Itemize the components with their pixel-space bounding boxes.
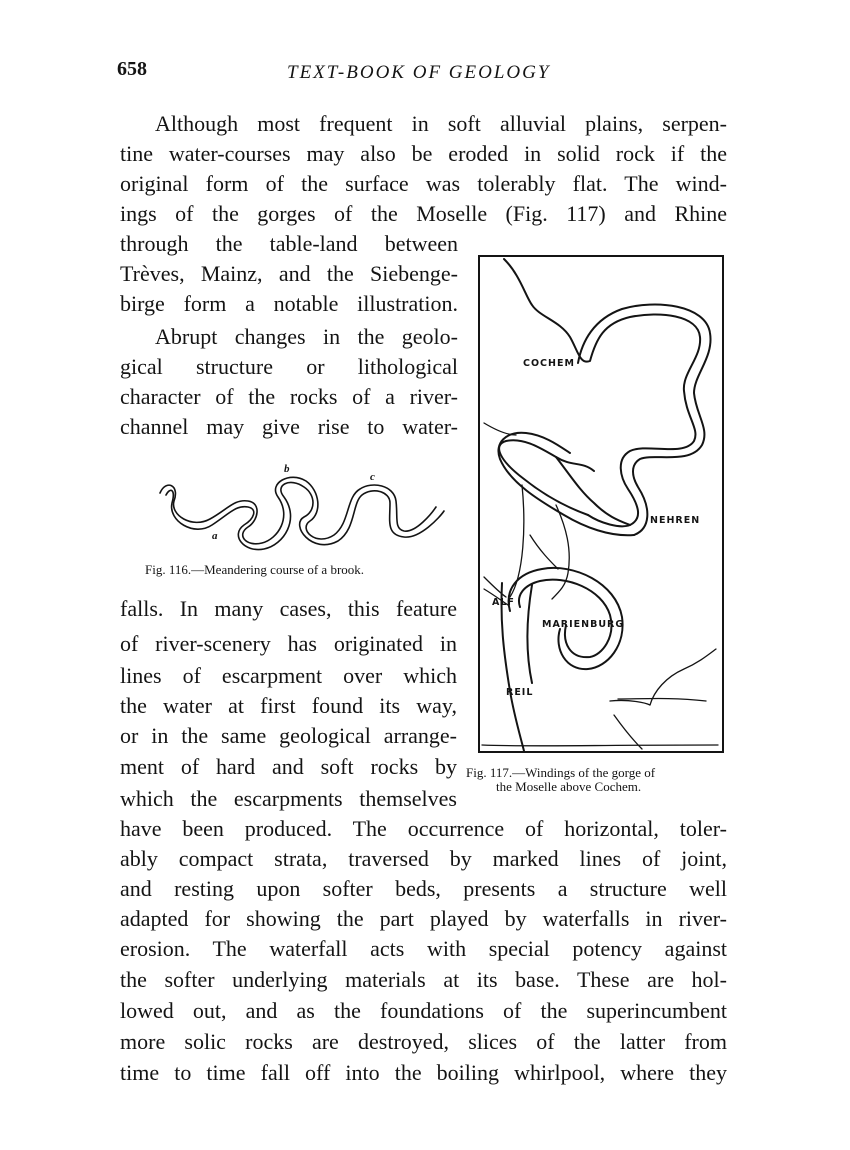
text-line: Although most frequent in soft alluvial plains, serpen- [155,111,727,136]
text-line: erosion. The waterfall acts with special potency against [120,936,727,961]
figure-116-meander [150,455,450,555]
text-line: have been produced. The occurrence of horizontal, toler- [120,816,727,841]
text-line: Abrupt changes in the geolo- [155,324,458,349]
figure-116-label-b: b [284,463,290,475]
text-line: tine water-courses may also be eroded in solid rock if the [120,141,727,166]
figure-117-caption-line2: the Moselle above Cochem. [496,779,642,794]
text-line: birge form a notable illustration. [120,291,458,316]
text-line: channel may give rise to water- [120,414,458,439]
text-line: the water at first found its way, [120,693,457,718]
figure-116-caption: Fig. 116.—Meandering course of a brook. [145,562,365,577]
text-line: through the table-land between [120,231,458,256]
figure-117-caption-line1: Fig. 117.—Windings of the gorge of [466,765,656,780]
text-line: the softer underlying materials at its base. These are hol- [120,967,727,992]
text-line: falls. In many cases, this feature [120,596,457,621]
text-line: adapted for showing the part played by waterfalls in river- [120,906,727,931]
map-label-nehren: NEHREN [650,515,701,526]
map-label-cochem: COCHEM [523,358,575,369]
text-line: ably compact strata, traversed by marked lines of joint, [120,846,727,871]
map-label-alf: ALF [492,597,515,608]
text-line: lowed out, and as the foundations of the superincumbent [120,998,727,1023]
figure-116-label-c: c [370,471,375,483]
text-line: original form of the surface was tolerably flat. The wind- [120,171,727,196]
text-line: ings of the gorges of the Moselle (Fig. 117) and Rhine [120,201,727,226]
figure-117-map [470,245,735,760]
map-label-reil: REIL [506,687,534,698]
running-title: TEXT-BOOK OF GEOLOGY [287,62,551,83]
text-line: lines of escarpment over which [120,663,457,688]
text-line: gical structure or lithological [120,354,458,379]
text-line: or in the same geological arrange- [120,723,457,748]
figure-116-label-a: a [212,530,218,542]
text-line: more solic rocks are destroyed, slices of the latter from [120,1029,727,1054]
text-line: of river-scenery has originated in [120,631,457,656]
text-line: character of the rocks of a river- [120,384,458,409]
map-label-marienburg: MARIENBURG [542,619,625,630]
text-line: Trèves, Mainz, and the Siebenge- [120,261,458,286]
text-line: which the escarpments themselves [120,786,457,811]
text-line: ment of hard and soft rocks by [120,754,457,779]
text-line: time to time fall off into the boiling whirlpool, where they [120,1060,727,1085]
text-line: and resting upon softer beds, presents a structure well [120,876,727,901]
page-number: 658 [117,58,147,80]
